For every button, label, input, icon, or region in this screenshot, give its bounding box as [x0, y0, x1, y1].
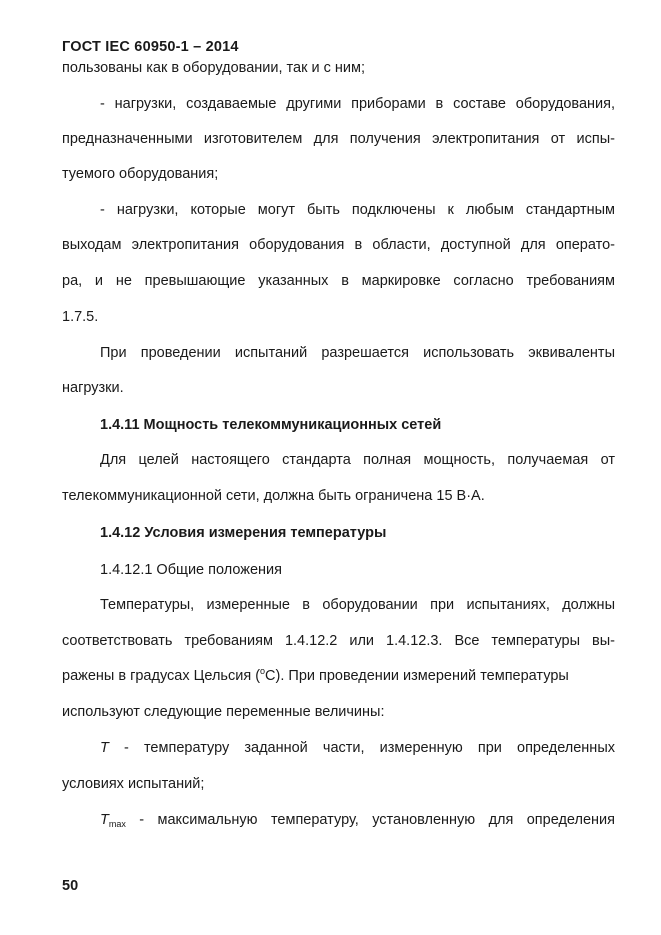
text-line: При проведении испытаний разрешается использовать эквиваленты — [100, 345, 615, 361]
text-line: - нагрузки, создаваемые другими приборами в составе оборудования, — [100, 96, 615, 112]
variable-definition-tmax — [100, 812, 615, 829]
text-line: телекоммуникационной сети, должна быть ограничена 15 В·А. — [62, 488, 485, 504]
section-heading: 1.4.11 Мощность телекоммуникационных сетей — [100, 417, 442, 433]
text-line: используют следующие переменные величины: — [62, 704, 385, 720]
text-line: ра, и не превышающие указанных в маркировке согласно требованиям — [62, 273, 615, 289]
document-header: ГОСТ IEC 60950-1 – 2014 — [62, 39, 239, 55]
text-line: предназначенными изготовителем для получения электропитания от испы- — [62, 131, 615, 147]
subsection-heading: 1.4.12.1 Общие положения — [100, 562, 282, 578]
text-line: туемого оборудования; — [62, 166, 219, 182]
variable-subscript: max — [108, 819, 126, 829]
text-line: Для целей настоящего стандарта полная мощность, получаемая от — [100, 452, 615, 468]
text-fragment: С). При проведении измерений температуры — [265, 668, 569, 684]
page-number: 50 — [62, 878, 79, 894]
variable-symbol: T — [100, 740, 109, 756]
text-fragment: - температуру заданной части, измеренную при определенных — [108, 740, 615, 756]
text-line: выходам электропитания оборудования в области, доступной для операто- — [62, 237, 615, 253]
text-fragment: - максимальную температуру, установленную для определения — [125, 812, 615, 828]
text-line: условиях испытаний; — [62, 776, 205, 792]
text-line-celsius — [62, 668, 615, 685]
section-heading: 1.4.12 Условия измерения температуры — [100, 525, 387, 541]
text-line: пользованы как в оборудовании, так и с ним; — [62, 60, 365, 76]
text-line: нагрузки. — [62, 380, 124, 396]
text-line: 1.7.5. — [62, 309, 99, 325]
variable-symbol: T — [100, 812, 109, 828]
text-line: соответствовать требованиям 1.4.12.2 или 1.4.12.3. Все температуры вы- — [62, 633, 615, 649]
text-line: - нагрузки, которые могут быть подключены к любым стандартным — [100, 202, 615, 218]
degree-superscript: о — [260, 666, 266, 676]
text-fragment: ражены в градусах Цельсия ( — [62, 668, 261, 684]
variable-definition-t — [100, 740, 615, 757]
text-line: Температуры, измеренные в оборудовании при испытаниях, должны — [100, 597, 615, 613]
